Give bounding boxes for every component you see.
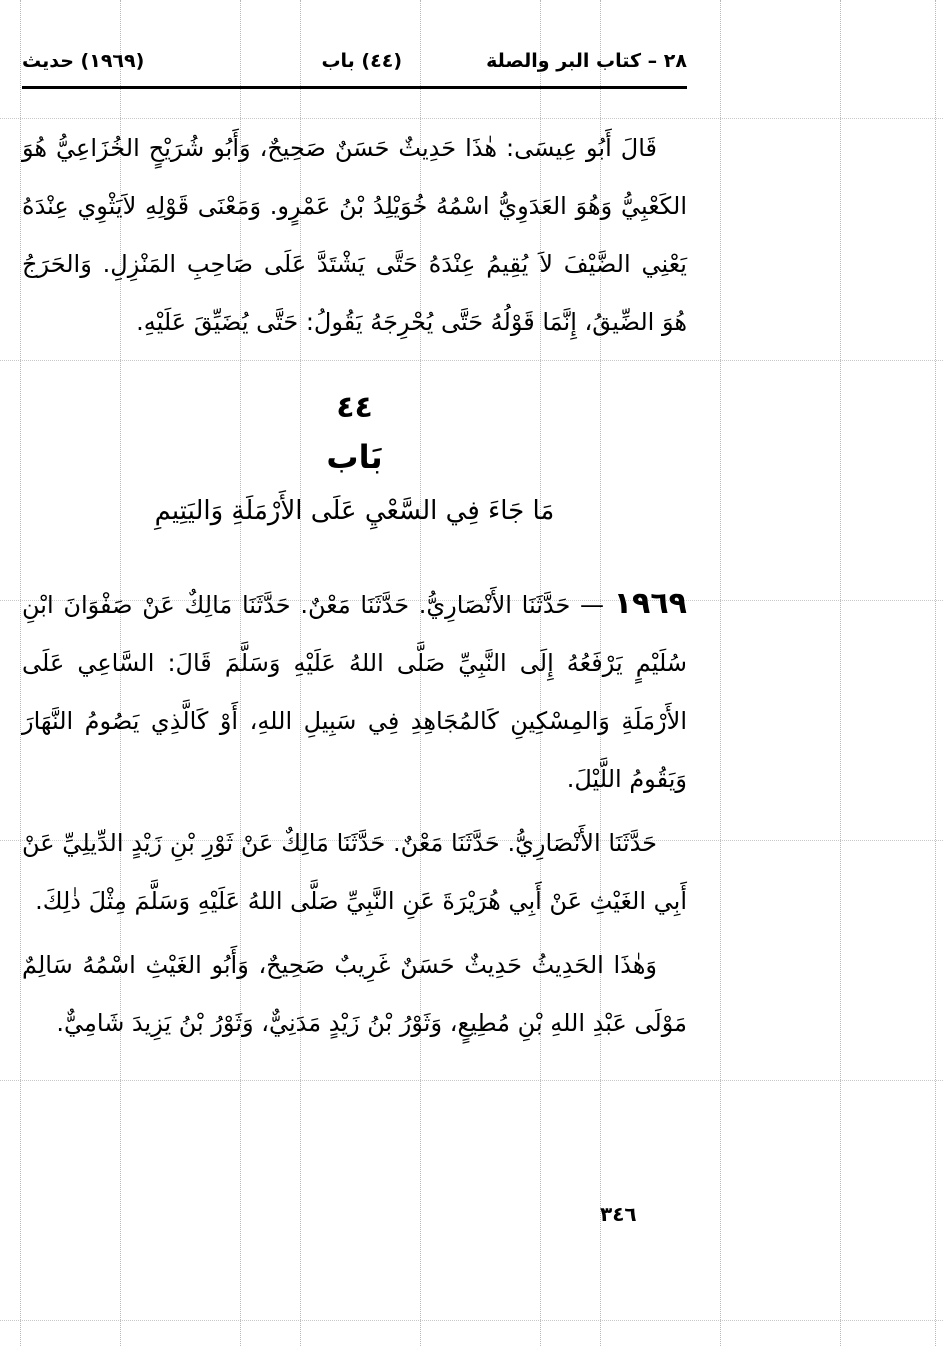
chapter-title: مَا جَاءَ فِي السَّعْيِ عَلَى الأَرْمَلَةِ وَاليَتِيمِ bbox=[154, 496, 555, 526]
grid-line bbox=[935, 0, 936, 1346]
page-header bbox=[22, 40, 687, 84]
chapter-label: بَاب bbox=[326, 438, 383, 476]
grid-line bbox=[840, 0, 841, 1346]
hadith-reference: (١٩٦٩) حديث bbox=[22, 50, 145, 72]
page-number: ٣٤٦ bbox=[600, 1202, 637, 1226]
chapter-reference: (٤٤) باب bbox=[321, 50, 402, 72]
second-chain-paragraph: حَدَّثَنَا الأَنْصَارِيُّ. حَدَّثَنَا مَعْنٌ. حَدَّثَنَا مَالِكٌ عَنْ ثَوْرِ بْنِ زَيْدٍ الدِّيلِيِّ عَنْ أَبِي الغَيْثِ عَنْ أَبِي هُرَيْرَةَ عَنِ النَّبِيِّ صَلَّى اللهُ عَلَيْهِ وَسَلَّمَ مِثْلَ ذٰلِكَ. bbox=[22, 829, 687, 915]
hadith-dash: — bbox=[580, 591, 605, 619]
header-rule bbox=[22, 86, 687, 89]
grading-paragraph: وَهٰذَا الحَدِيثُ حَدِيثٌ حَسَنٌ غَرِيبٌ صَحِيحٌ، وَأَبُو الغَيْثِ اسْمُهُ سَالِمٌ مَوْلَى عَبْدِ اللهِ بْنِ مُطِيعٍ، وَثَوْرُ بْنُ زَيْدٍ مَدَنِيٌّ، وَثَوْرُ بْنُ يَزِيدَ شَامِيٌّ. bbox=[22, 951, 687, 1037]
commentary-paragraph: قَالَ أَبُو عِيسَى: هٰذَا حَدِيثٌ حَسَنٌ صَحِيحٌ، وَأَبُو شُرَيْحٍ الخُزَاعِيُّ هُوَ الكَعْبِيُّ وَهُوَ العَدَوِيُّ اسْمُهُ خُوَيْلِدُ بْنُ عَمْرٍو. وَمَعْنَى قَوْلِهِ لاَيَثْوِي عِنْدَهُ يَعْنِي الضَّيْفَ لاَ يُقِيمُ عِنْدَهُ حَتَّى يَشْتَدَّ عَلَى صَاحِبِ المَنْزِلِ. وَالحَرَجُ هُوَ الضِّيقُ، إِنَّمَا قَوْلُهُ حَتَّى يُحْرِجَهُ يَقُولُ: حَتَّى يُضَيِّقَ عَلَيْهِ. bbox=[22, 134, 687, 336]
grid-line bbox=[720, 0, 721, 1346]
running-title: ٢٨ – كتاب البر والصلة bbox=[486, 50, 687, 72]
hadith-number: ١٩٦٩ bbox=[613, 586, 687, 621]
grid-line bbox=[20, 0, 21, 1346]
grid-line bbox=[0, 1320, 943, 1321]
grid-line bbox=[0, 1080, 943, 1081]
hadith-paragraph bbox=[22, 575, 687, 808]
hadith-text: حَدَّثَنَا الأَنْصَارِيُّ. حَدَّثَنَا مَعْنٌ. حَدَّثَنَا مَالِكٌ عَنْ صَفْوَانَ ابْنِ سُلَيْمٍ يَرْفَعُهُ إِلَى النَّبِيِّ صَلَّى اللهُ عَلَيْهِ وَسَلَّمَ قَالَ: السَّاعِي عَلَى الأَرْمَلَةِ وَالمِسْكِينِ كَالمُجَاهِدِ فِي سَبِيلِ اللهِ، أَوْ كَالَّذِي يَصُومُ النَّهَارَ وَيَقُومُ اللَّيْلَ. bbox=[22, 591, 687, 793]
book-page bbox=[22, 40, 687, 1052]
chapter-number: ٤٤ bbox=[336, 390, 373, 425]
